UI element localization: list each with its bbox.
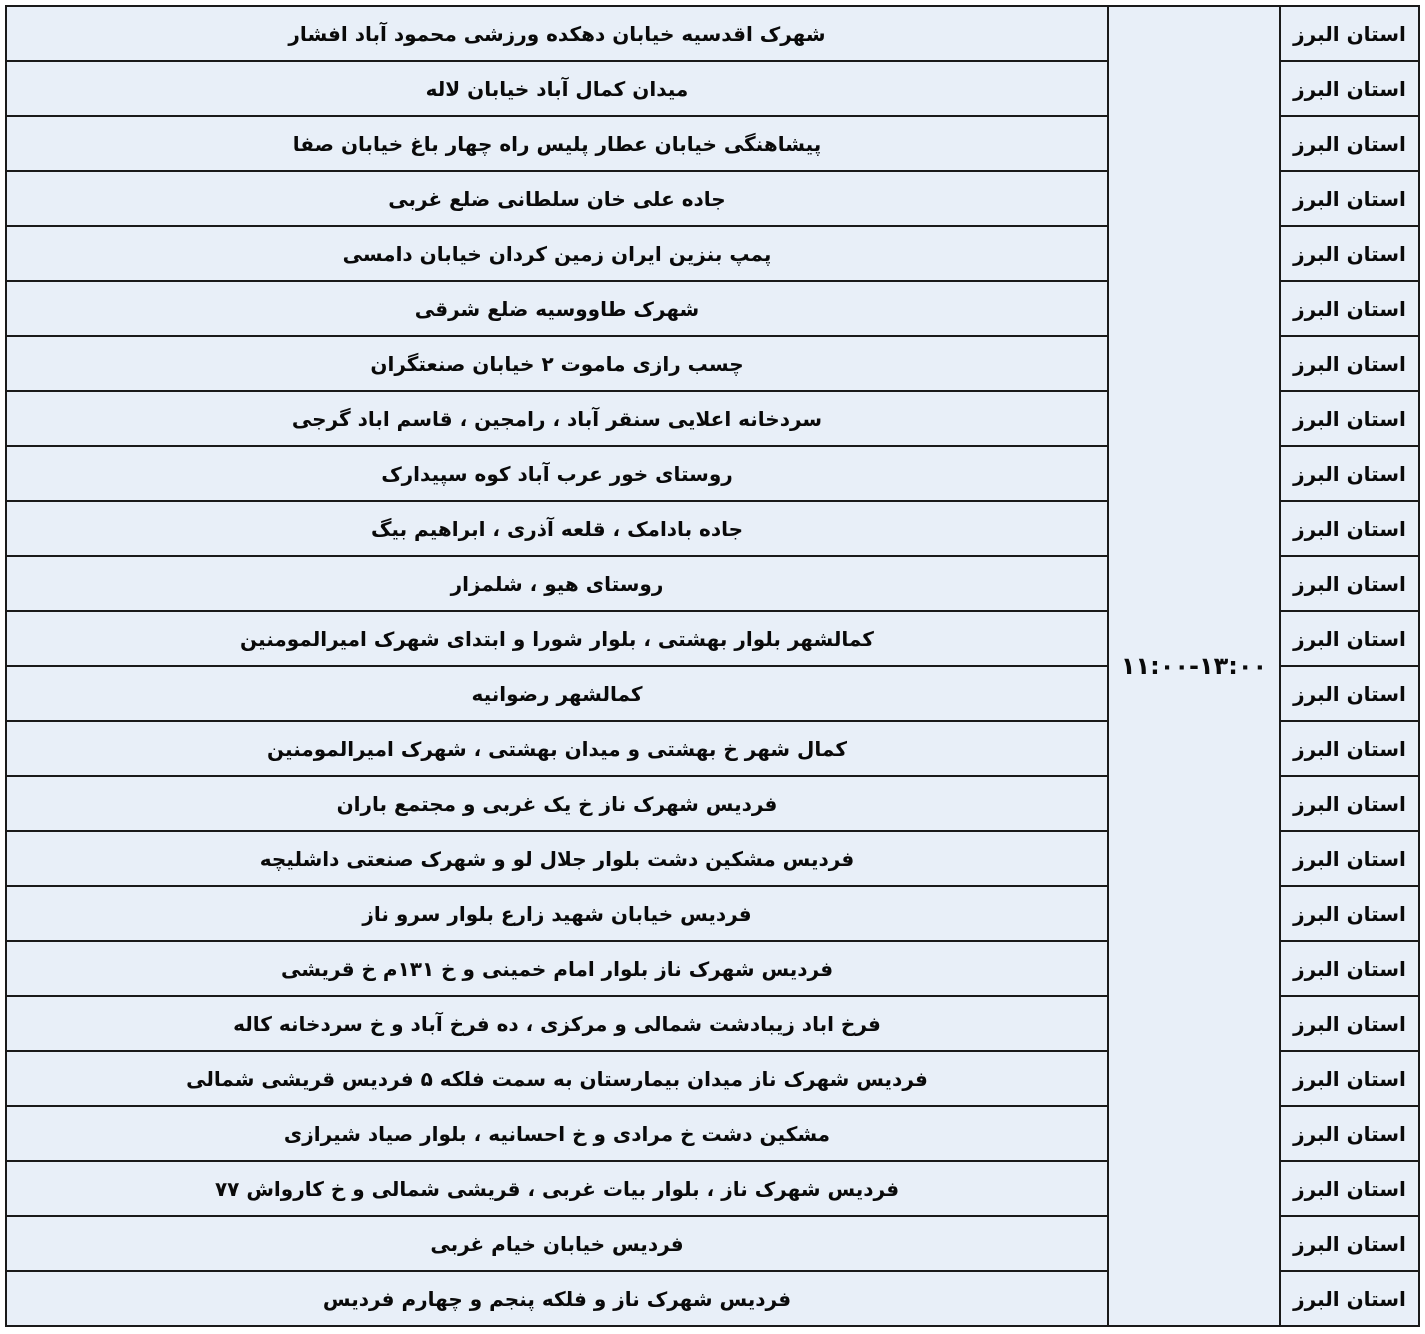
- province-cell: استان البرز: [1280, 391, 1419, 446]
- province-cell: استان البرز: [1280, 281, 1419, 336]
- address-cell: فردیس مشکین دشت بلوار جلال لو و شهرک صنعتی داشلیچه: [6, 831, 1108, 886]
- province-cell: استان البرز: [1280, 886, 1419, 941]
- address-cell: کمالشهر بلوار بهشتی ، بلوار شورا و ابتدای شهرک امیرالمومنین: [6, 611, 1108, 666]
- address-cell: کمالشهر رضوانیه: [6, 666, 1108, 721]
- province-cell: استان البرز: [1280, 1106, 1419, 1161]
- address-cell: فردیس شهرک ناز خ یک غربی و مجتمع باران: [6, 776, 1108, 831]
- province-cell: استان البرز: [1280, 1051, 1419, 1106]
- time-window-cell: ۱۱:۰۰-۱۳:۰۰: [1108, 6, 1280, 1326]
- address-cell: پمپ بنزین ایران زمین کردان خیابان دامسی: [6, 226, 1108, 281]
- address-cell: چسب رازی ماموت ۲ خیابان صنعتگران: [6, 336, 1108, 391]
- outage-schedule-sheet: [5, 5, 1418, 1327]
- province-cell: استان البرز: [1280, 1216, 1419, 1271]
- province-cell: استان البرز: [1280, 611, 1419, 666]
- province-cell: استان البرز: [1280, 501, 1419, 556]
- address-cell: میدان کمال آباد خیابان لاله: [6, 61, 1108, 116]
- address-cell: فردیس شهرک ناز بلوار امام خمینی و خ ۱۳۱م خ قریشی: [6, 941, 1108, 996]
- province-cell: استان البرز: [1280, 336, 1419, 391]
- province-cell: استان البرز: [1280, 6, 1419, 61]
- address-cell: فردیس شهرک ناز و فلکه پنجم و چهارم فردیس: [6, 1271, 1108, 1326]
- address-cell: شهرک اقدسیه خیابان دهکده ورزشی محمود آباد افشار: [6, 6, 1108, 61]
- address-cell: کمال شهر خ بهشتی و میدان بهشتی ، شهرک امیرالمومنین: [6, 721, 1108, 776]
- province-cell: استان البرز: [1280, 1271, 1419, 1326]
- province-cell: استان البرز: [1280, 171, 1419, 226]
- province-cell: استان البرز: [1280, 1161, 1419, 1216]
- address-cell: پیشاهنگی خیابان عطار پلیس راه چهار باغ خیابان صفا: [6, 116, 1108, 171]
- schedule-body: [6, 6, 1419, 1326]
- address-cell: فردیس شهرک ناز میدان بیمارستان به سمت فلکه ۵ فردیس قریشی شمالی: [6, 1051, 1108, 1106]
- address-cell: جاده علی خان سلطانی ضلع غربی: [6, 171, 1108, 226]
- province-cell: استان البرز: [1280, 721, 1419, 776]
- province-cell: استان البرز: [1280, 226, 1419, 281]
- province-cell: استان البرز: [1280, 61, 1419, 116]
- address-cell: مشکین دشت خ مرادی و خ احسانیه ، بلوار صیاد شیرازی: [6, 1106, 1108, 1161]
- outage-schedule-table: [5, 5, 1420, 1327]
- address-cell: روستای خور عرب آباد کوه سپیدارک: [6, 446, 1108, 501]
- address-cell: فردیس شهرک ناز ، بلوار بیات غربی ، قریشی شمالی و خ کارواش ۷۷: [6, 1161, 1108, 1216]
- address-cell: فرخ اباد زیبادشت شمالی و مرکزی ، ده فرخ آباد و خ سردخانه کاله: [6, 996, 1108, 1051]
- address-cell: سردخانه اعلایی سنقر آباد ، رامجین ، قاسم اباد گرجی: [6, 391, 1108, 446]
- province-cell: استان البرز: [1280, 941, 1419, 996]
- address-cell: فردیس خیابان خیام غربی: [6, 1216, 1108, 1271]
- province-cell: استان البرز: [1280, 446, 1419, 501]
- province-cell: استان البرز: [1280, 996, 1419, 1051]
- address-cell: شهرک طاووسیه ضلع شرقی: [6, 281, 1108, 336]
- province-cell: استان البرز: [1280, 556, 1419, 611]
- province-cell: استان البرز: [1280, 831, 1419, 886]
- table-row: [6, 6, 1419, 61]
- address-cell: فردیس خیابان شهید زارع بلوار سرو ناز: [6, 886, 1108, 941]
- province-cell: استان البرز: [1280, 776, 1419, 831]
- address-cell: روستای هیو ، شلمزار: [6, 556, 1108, 611]
- province-cell: استان البرز: [1280, 116, 1419, 171]
- address-cell: جاده بادامک ، قلعه آذری ، ابراهیم بیگ: [6, 501, 1108, 556]
- province-cell: استان البرز: [1280, 666, 1419, 721]
